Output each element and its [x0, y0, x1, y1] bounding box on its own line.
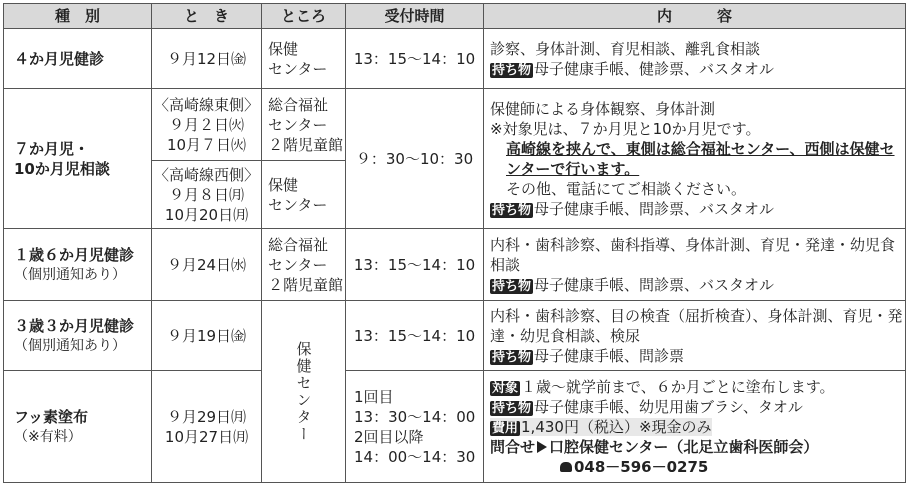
row-type: ４か月児健診: [4, 29, 152, 89]
content-line: 保健師による身体観察、身体計測: [490, 99, 716, 118]
row-type: [4, 89, 152, 229]
phone-number: 048－596－0275: [574, 457, 709, 476]
fee-tag: 費用: [492, 420, 519, 436]
table-row: [4, 301, 906, 371]
content-highlight: 高崎線を挟んで、東側は総合福祉センター、西側は保健センターで行います。: [506, 139, 895, 178]
row-time: 13：15〜14：10: [346, 29, 484, 89]
row-date: ９月12日㈮: [152, 29, 262, 89]
inquiry-text: 口腔保健センター（北足立歯科医師会）: [549, 437, 819, 456]
bring-text: 母子健康手帳、問診票、バスタオル: [534, 199, 775, 218]
time-text: 1回目 13：30〜14：00 2回目以降 14：00〜14：30: [354, 387, 476, 466]
row-content: [484, 29, 906, 89]
row-place: [262, 29, 346, 89]
header-content: 内 容: [484, 4, 906, 29]
type-text: ７か月児・ 10か月児相談: [14, 139, 110, 178]
date-text: 〈高崎線西側〉 ９月８日㈪ 10月20日㈪: [153, 165, 259, 224]
row-type: [4, 229, 152, 301]
inquiry-line: [490, 437, 905, 457]
phone-icon: [560, 462, 572, 472]
row-date: [152, 371, 262, 483]
schedule-table: [3, 3, 906, 483]
bring-line: [490, 275, 905, 295]
bring-line: [490, 397, 905, 417]
table-row: [4, 29, 906, 89]
row-place: [262, 301, 346, 483]
bring-tag: 持ち物: [492, 202, 532, 218]
row-type: [4, 301, 152, 371]
row-type: [4, 371, 152, 483]
header-row: [4, 4, 906, 29]
header-place: ところ: [262, 4, 346, 29]
bring-tag: 持ち物: [492, 278, 532, 294]
content-line: 診察、身体計測、育児相談、離乳食相談: [490, 39, 761, 58]
row-time: [346, 371, 484, 483]
type-sub: （個別通知あり）: [14, 266, 126, 283]
place-vertical: 保健センター: [294, 340, 313, 443]
table-row: [4, 89, 906, 161]
bring-text: 母子健康手帳、問診票、バスタオル: [534, 275, 775, 294]
target-line: [490, 377, 905, 397]
type-text: ３歳３か月児健診: [14, 316, 135, 335]
date-text: 〈高崎線東側〉 ９月２日㈫ 10月７日㈫: [153, 95, 259, 154]
row-date: [152, 89, 262, 161]
bring-line: [490, 346, 905, 366]
type-text: １歳６か月児健診: [14, 245, 135, 264]
type-sub: （※有料）: [14, 428, 82, 445]
row-place: [262, 229, 346, 301]
row-content: [484, 301, 906, 371]
target-text: １歳〜就学前まで、６か月ごとに塗布します。: [521, 377, 835, 396]
bring-tag: 持ち物: [492, 62, 532, 78]
row-place: [262, 161, 346, 229]
header-type: 種 別: [4, 4, 152, 29]
place-text: 保健 センター: [268, 39, 328, 78]
row-date: ９月24日㈬: [152, 229, 262, 301]
fee-line: [490, 417, 905, 437]
bring-tag: 持ち物: [492, 349, 532, 365]
table-row: [4, 371, 906, 483]
content-line: ※対象児は、７か月児と10か月児です。: [490, 119, 761, 138]
row-time: 13：15〜14：10: [346, 301, 484, 371]
row-place: [262, 89, 346, 161]
bring-text: 母子健康手帳、健診票、バスタオル: [534, 59, 775, 78]
inquiry-label: 問合せ: [490, 437, 536, 456]
arrow-right-icon: [537, 441, 547, 453]
place-text: 総合福祉 センター ２階児童館: [268, 95, 344, 154]
phone-line: [490, 457, 905, 477]
bring-text: 母子健康手帳、幼児用歯ブラシ、タオル: [534, 397, 803, 416]
bring-line: [490, 199, 905, 219]
place-text: 総合福祉 センター ２階児童館: [268, 235, 344, 294]
row-date: ９月19日㈮: [152, 301, 262, 371]
row-date: [152, 161, 262, 229]
row-time: ９：30〜10：30: [346, 89, 484, 229]
row-content: [484, 371, 906, 483]
content-line: その他、電話にてご相談ください。: [506, 179, 747, 198]
content-line: 内科・歯科診察、目の検査（屈折検査）、身体計測、育児・発達・幼児食相談、検尿: [490, 306, 903, 345]
type-text: フッ素塗布: [14, 407, 88, 426]
bring-text: 母子健康手帳、問診票: [534, 346, 685, 365]
table-row: [4, 229, 906, 301]
date-text: ９月29日㈪ 10月27日㈪: [164, 407, 249, 446]
target-tag: 対象: [492, 380, 519, 396]
bring-line: [490, 59, 905, 79]
place-text: 保健 センター: [268, 175, 328, 214]
fee-text: 1,430円（税込）※現金のみ: [521, 417, 712, 436]
row-time: 13：15〜14：10: [346, 229, 484, 301]
header-date: と き: [152, 4, 262, 29]
header-time: 受付時間: [346, 4, 484, 29]
bring-tag: 持ち物: [492, 400, 532, 416]
content-line: 内科・歯科診察、歯科指導、身体計測、育児・発達・幼児食相談: [490, 235, 896, 274]
row-content: [484, 229, 906, 301]
row-content: [484, 89, 906, 229]
type-sub: （個別通知あり）: [14, 337, 126, 354]
